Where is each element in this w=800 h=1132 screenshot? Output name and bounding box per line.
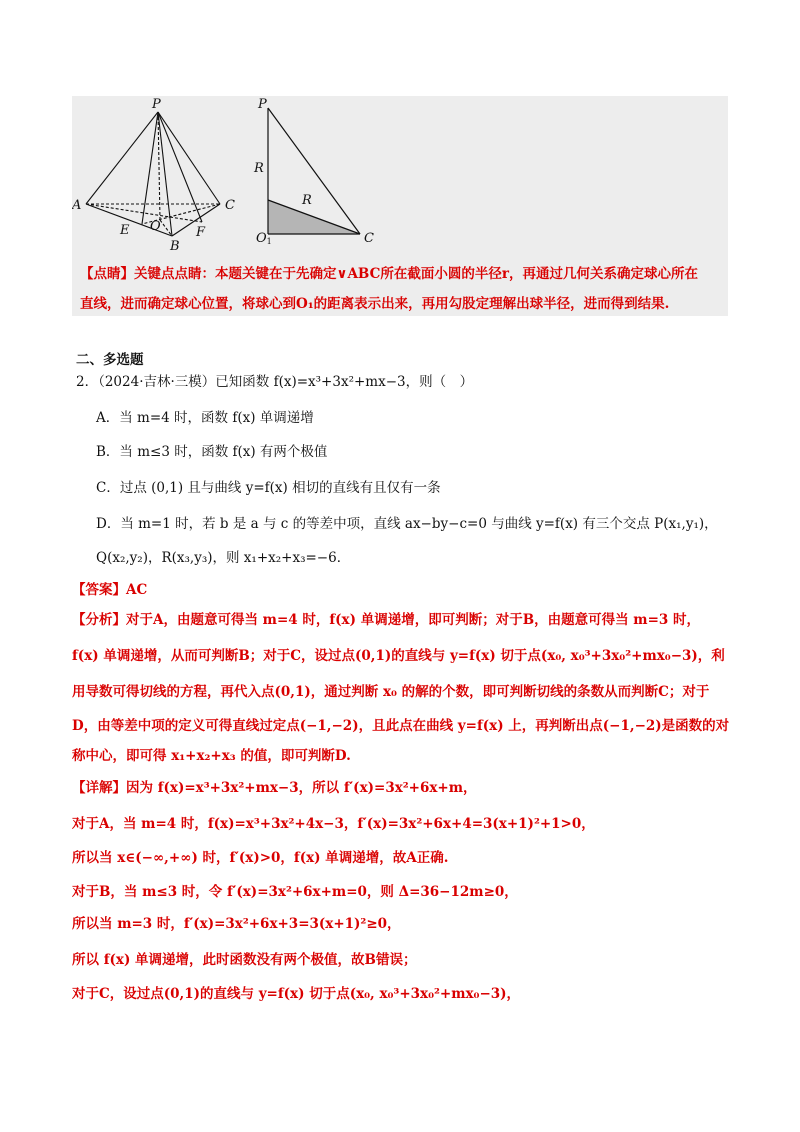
detail-line-3: 所以当 x∈(−∞,+∞) 时，f′(x)>0，f(x) 单调递增，故A正确. <box>72 850 449 866</box>
detail-line-4: 对于B，当 m≤3 时，令 f′(x)=3x²+6x+m=0，则 Δ=36−12m≥0， <box>72 884 518 900</box>
option-a: A．当 m=4 时，函数 f(x) 单调递增 <box>96 410 314 426</box>
note-line-2: 直线，进而确定球心位置，将球心到O₁的距离表示出来，再用勾股定理解出球半径，进而得到结果. <box>80 296 670 312</box>
detail-line-7: 对于C，设过点(0,1)的直线与 y=f(x) 切于点(x₀, x₀³+3x₀²+mx₀−3)， <box>72 986 521 1002</box>
option-b: B．当 m≤3 时，函数 f(x) 有两个极值 <box>96 444 328 460</box>
option-d: D．当 m=1 时，若 b 是 a 与 c 的等差中项，直线 ax−by−c=0 与曲线 y=f(x) 有三个交点 P(x₁,y₁)， <box>96 516 718 532</box>
label-O: O <box>150 219 161 234</box>
detail-line-6: 所以 f(x) 单调递增，此时函数没有两个极值，故B错误； <box>72 952 417 968</box>
label-B: B <box>170 239 180 254</box>
pyramid-figure <box>86 112 220 236</box>
analysis-line-4: D，由等差中项的定义可得直线过定点(−1,−2)，且此点在曲线 y=f(x) 上，再判断出点(−1,−2)是函数的对 <box>72 718 730 734</box>
question-stem: 2．（2024·吉林·三模）已知函数 f(x)=x³+3x²+mx−3，则（ ） <box>76 374 474 390</box>
label-C2: C <box>364 231 374 246</box>
analysis-line-3: 用导数可得切线的方程，再代入点(0,1)，通过判断 x₀ 的解的个数，即可判断切线的条数从而判断C；对于 <box>72 684 710 700</box>
label-F: F <box>196 225 206 240</box>
label-P2: P <box>258 97 267 112</box>
label-O1-subscript: 1 <box>266 237 272 246</box>
geometry-figures <box>72 96 728 256</box>
label-R-vertical: R <box>254 161 264 176</box>
note-line-1: 【点睛】关键点点睛：本题关键在于先确定∨ABC所在截面小圆的半径r，再通过几何关系确定球心所在 <box>80 266 698 282</box>
label-E: E <box>120 223 130 238</box>
detail-line-5: 所以当 m=3 时，f′(x)=3x²+6x+3=3(x+1)²≥0， <box>72 916 401 932</box>
analysis-line-1: 【分析】对于A，由题意可得当 m=4 时，f(x) 单调递增，即可判断；对于B，由题意可得当 m=3 时， <box>72 612 700 628</box>
label-R-slant: R <box>302 193 312 208</box>
answer-label: 【答案】AC <box>72 582 148 598</box>
pyramid-labels <box>72 97 235 254</box>
detail-line-2: 对于A，当 m=4 时，f(x)=x³+3x²+4x−3，f′(x)=3x²+6x+4=3(x+1)²+1>0， <box>72 816 595 832</box>
option-d-continued: Q(x₂,y₂)，R(x₃,y₃)，则 x₁+x₂+x₃=−6． <box>96 550 351 566</box>
analysis-line-5: 称中心，即可得 x₁+x₂+x₃ 的值，即可判断D. <box>72 748 351 764</box>
label-O1: O1 <box>256 231 272 246</box>
triangle-figure <box>268 108 360 234</box>
label-P: P <box>152 97 161 112</box>
label-A: A <box>72 198 82 213</box>
option-c: C．过点 (0,1) 且与曲线 y=f(x) 相切的直线有且仅有一条 <box>96 480 441 496</box>
section-title: 二、多选题 <box>76 352 144 368</box>
analysis-line-2: f(x) 单调递增，从而可判断B；对于C，设过点(0,1)的直线与 y=f(x) 切于点(x₀, x₀³+3x₀²+mx₀−3)，利 <box>72 648 725 664</box>
detail-line-1: 【详解】因为 f(x)=x³+3x²+mx−3，所以 f′(x)=3x²+6x+m， <box>72 780 477 796</box>
note-box <box>72 96 728 316</box>
label-C: C <box>225 198 235 213</box>
